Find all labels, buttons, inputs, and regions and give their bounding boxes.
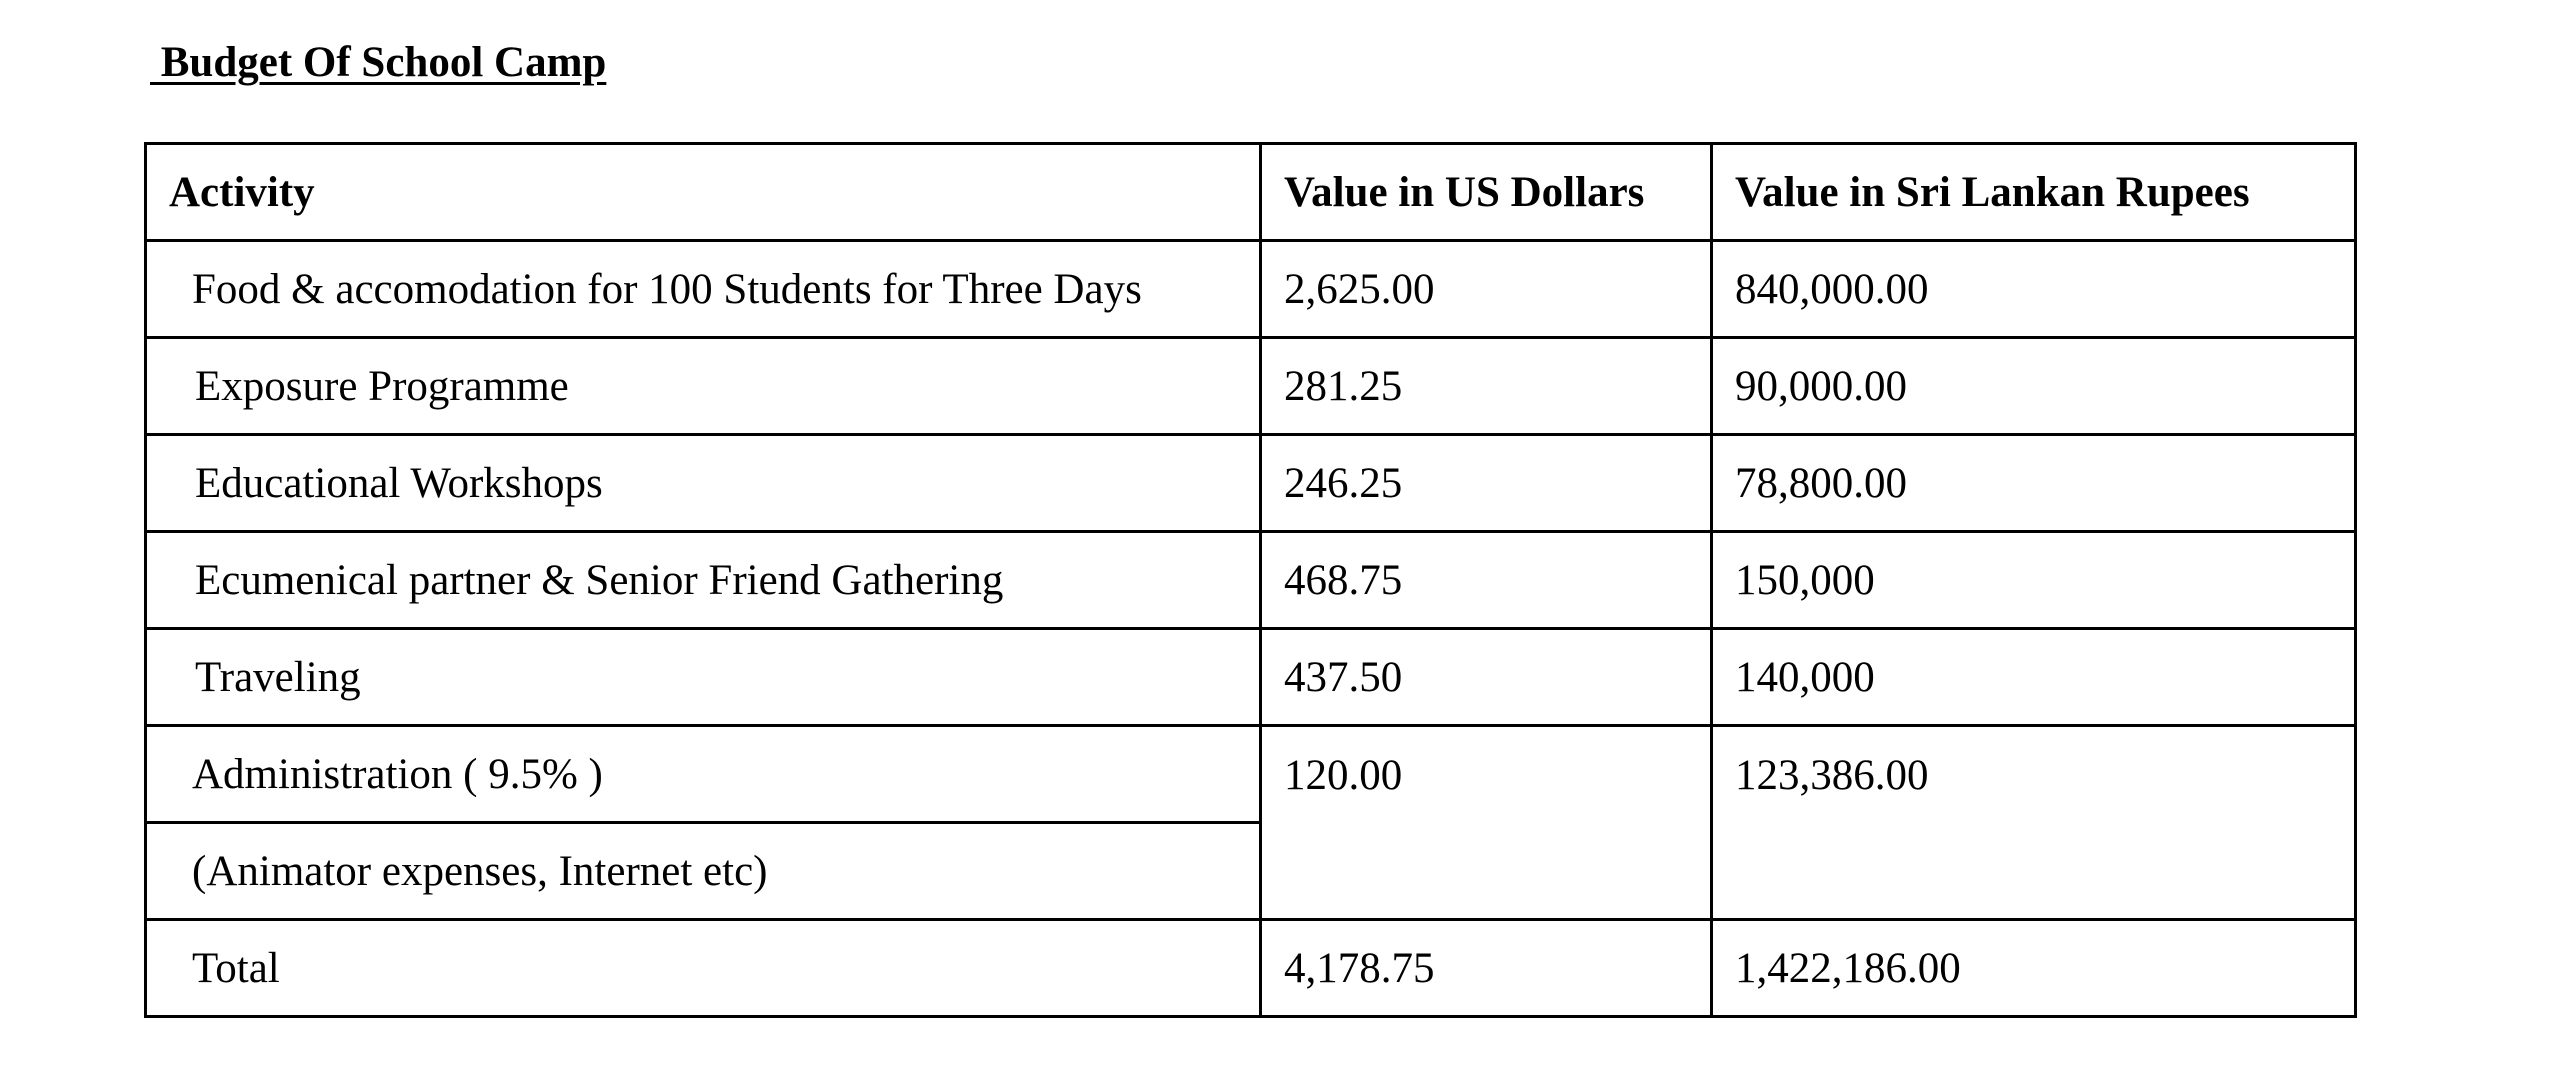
- usd-cell: 437.50: [1261, 629, 1712, 726]
- column-header-activity: Activity: [146, 144, 1261, 241]
- total-lkr-cell: 1,422,186.00: [1712, 920, 2356, 1017]
- usd-cell: 2,625.00: [1261, 241, 1712, 338]
- lkr-cell: 140,000: [1712, 629, 2356, 726]
- activity-cell: Food & accomodation for 100 Students for Three Days: [146, 241, 1261, 338]
- total-label-cell: Total: [146, 920, 1261, 1017]
- table-row: [146, 435, 2356, 532]
- table-row: [146, 726, 2356, 823]
- activity-cell: Ecumenical partner & Senior Friend Gathering: [146, 532, 1261, 629]
- activity-cell: Administration ( 9.5% ): [146, 726, 1261, 823]
- lkr-cell: 840,000.00: [1712, 241, 2356, 338]
- usd-cell: 120.00: [1261, 726, 1712, 920]
- lkr-cell: 90,000.00: [1712, 338, 2356, 435]
- column-header-usd: Value in US Dollars: [1261, 144, 1712, 241]
- total-usd-cell: 4,178.75: [1261, 920, 1712, 1017]
- document-title: Budget Of School Camp: [150, 39, 607, 86]
- lkr-cell: 123,386.00: [1712, 726, 2356, 920]
- usd-cell: 468.75: [1261, 532, 1712, 629]
- activity-cell: Exposure Programme: [146, 338, 1261, 435]
- table-row: [146, 241, 2356, 338]
- lkr-cell: 78,800.00: [1712, 435, 2356, 532]
- table-row: [146, 338, 2356, 435]
- table-header-row: [146, 144, 2356, 241]
- column-header-lkr: Value in Sri Lankan Rupees: [1712, 144, 2356, 241]
- activity-cell: Traveling: [146, 629, 1261, 726]
- lkr-cell: 150,000: [1712, 532, 2356, 629]
- usd-cell: 246.25: [1261, 435, 1712, 532]
- table-row: [146, 532, 2356, 629]
- table-total-row: [146, 920, 2356, 1017]
- activity-note-cell: (Animator expenses, Internet etc): [146, 823, 1261, 920]
- table-row: [146, 629, 2356, 726]
- usd-cell: 281.25: [1261, 338, 1712, 435]
- budget-table: [144, 142, 2357, 1018]
- activity-cell: Educational Workshops: [146, 435, 1261, 532]
